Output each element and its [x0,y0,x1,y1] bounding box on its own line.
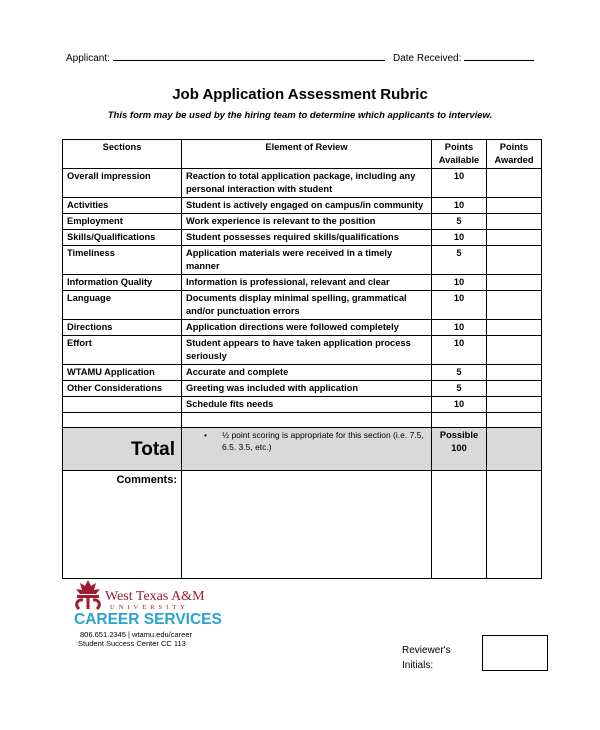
section-cell: Overall impression [63,169,182,198]
reviewer-initials-label: Reviewer's Initials: [402,645,451,671]
points-available-cell: 10 [432,397,487,413]
header-points-available: Points Available [432,140,487,169]
points-awarded-cell[interactable] [487,320,542,336]
element-cell: Work experience is relevant to the position [182,214,432,230]
table-row [63,365,542,381]
points-available-cell: 5 [432,365,487,381]
element-cell: Greeting was included with application [182,381,432,397]
possible-value: 100 [451,443,467,453]
section-cell: Activities [63,198,182,214]
reviewer-initials-box[interactable] [482,635,548,671]
section-cell: Employment [63,214,182,230]
comments-row [63,471,542,579]
total-note: ½ point scoring is appropriate for this section (i.e. 7.5, 6.5. 3.5, etc.) [222,430,424,452]
section-cell: Information Quality [63,275,182,291]
table-row [63,198,542,214]
points-available-cell: 10 [432,198,487,214]
table-row [63,230,542,246]
points-available-cell: 5 [432,246,487,275]
points-available-cell: 5 [432,381,487,397]
comments-label: Comments: [63,471,182,579]
table-header [63,140,542,169]
table-row [63,336,542,365]
element-cell: Application directions were followed completely [182,320,432,336]
points-awarded-cell[interactable] [487,169,542,198]
section-cell: WTAMU Application [63,365,182,381]
points-awarded-cell[interactable] [487,275,542,291]
total-row: Total • ½ point scoring is appropriate for this section (i.e. 7.5, 6.5. 3.5, etc.) Possible 100 [63,428,542,471]
header-points-awarded: Points Awarded [487,140,542,169]
element-cell: Student possesses required skills/qualifications [182,230,432,246]
points-awarded-cell[interactable] [487,397,542,413]
table-row [63,275,542,291]
points-awarded-cell[interactable] [487,246,542,275]
points-available-cell: 10 [432,320,487,336]
section-cell: Directions [63,320,182,336]
total-label: Total [63,428,182,471]
table-row [63,320,542,336]
points-awarded-cell[interactable] [487,230,542,246]
element-cell: Student appears to have taken application process seriously [182,336,432,365]
table-row [63,214,542,230]
date-received-line[interactable]: Date Received: [393,53,534,64]
element-cell: Accurate and complete [182,365,432,381]
section-cell: Effort [63,336,182,365]
blank-row [63,413,542,428]
points-available-cell: 10 [432,275,487,291]
points-available-cell: 10 [432,291,487,320]
points-awarded-cell[interactable] [487,291,542,320]
header-element: Element of Review [182,140,432,169]
section-cell: Language [63,291,182,320]
table-row [63,291,542,320]
element-cell: Reaction to total application package, including any personal interaction with student [182,169,432,198]
points-available-cell: 10 [432,336,487,365]
possible-label: Possible [439,430,479,440]
rubric-table [62,139,542,579]
points-awarded-cell[interactable] [487,214,542,230]
table-row [63,169,542,198]
points-available-cell: 5 [432,214,487,230]
element-cell: Information is professional, relevant and clear [182,275,432,291]
table-row [63,381,542,397]
element-cell: Application materials were received in a timely manner [182,246,432,275]
element-cell: Schedule fits needs [182,397,432,413]
wtamu-crest-icon [74,578,102,610]
element-cell: Documents display minimal spelling, grammatical and/or punctuation errors [182,291,432,320]
points-available-cell: 10 [432,230,487,246]
table-row [63,246,542,275]
section-cell: Other Considerations [63,381,182,397]
section-cell: Timeliness [63,246,182,275]
comments-field[interactable] [182,471,432,579]
points-awarded-cell[interactable] [487,336,542,365]
header-sections: Sections [63,140,182,169]
points-awarded-cell[interactable] [487,381,542,397]
element-cell: Student is actively engaged on campus/in community [182,198,432,214]
page-title: Job Application Assessment Rubric [172,86,428,103]
points-awarded-cell[interactable] [487,365,542,381]
section-cell [63,397,182,413]
page-subtitle: This form may be used by the hiring team to determine which applicants to interview. [107,110,493,121]
applicant-line[interactable]: Applicant: [66,53,385,64]
table-row [63,397,542,413]
rubric-page: Applicant: Date Received: Job Application Assessment Rubric This form may be used by the hiring team to determine which applicants to interview. Sections Element of Review Points Available Points Awarded Overall impression Reaction to total application package, including any personal interaction with student 10 Activities Student is actively engaged on campus/in community 10 Employment Work experience is relevant to the position 5 Skills/Qualifications Student possesses required skills/qualifications 10 Timeliness Application materials were received in a timely manner 5 Information Quality Information is professional, relevant and clear 10 Language Documents display minimal spelling, grammatical and/or punctuation errors 10 Directions Application directions were followed completely 10 Effort Student appears to have taken application process seriously 10 WTAMU Application Accurate and complete 5 Other Considerations Greeting was included with application 5 Schedule fits needs 10 Total • ½ point scoring is appropriate for this section (i.e. 7.5, 6.5. 3.5, etc.) Possible 100 Comments: West Texas A&M UNIVERSITY CAREER SERVICES 806.651.2345 | wtamu.edu/career Student Success Center CC 113 Reviewer's Initials: [0,0,600,730]
total-awarded-cell[interactable] [487,428,542,471]
points-awarded-cell[interactable] [487,198,542,214]
points-available-cell: 10 [432,169,487,198]
section-cell: Skills/Qualifications [63,230,182,246]
